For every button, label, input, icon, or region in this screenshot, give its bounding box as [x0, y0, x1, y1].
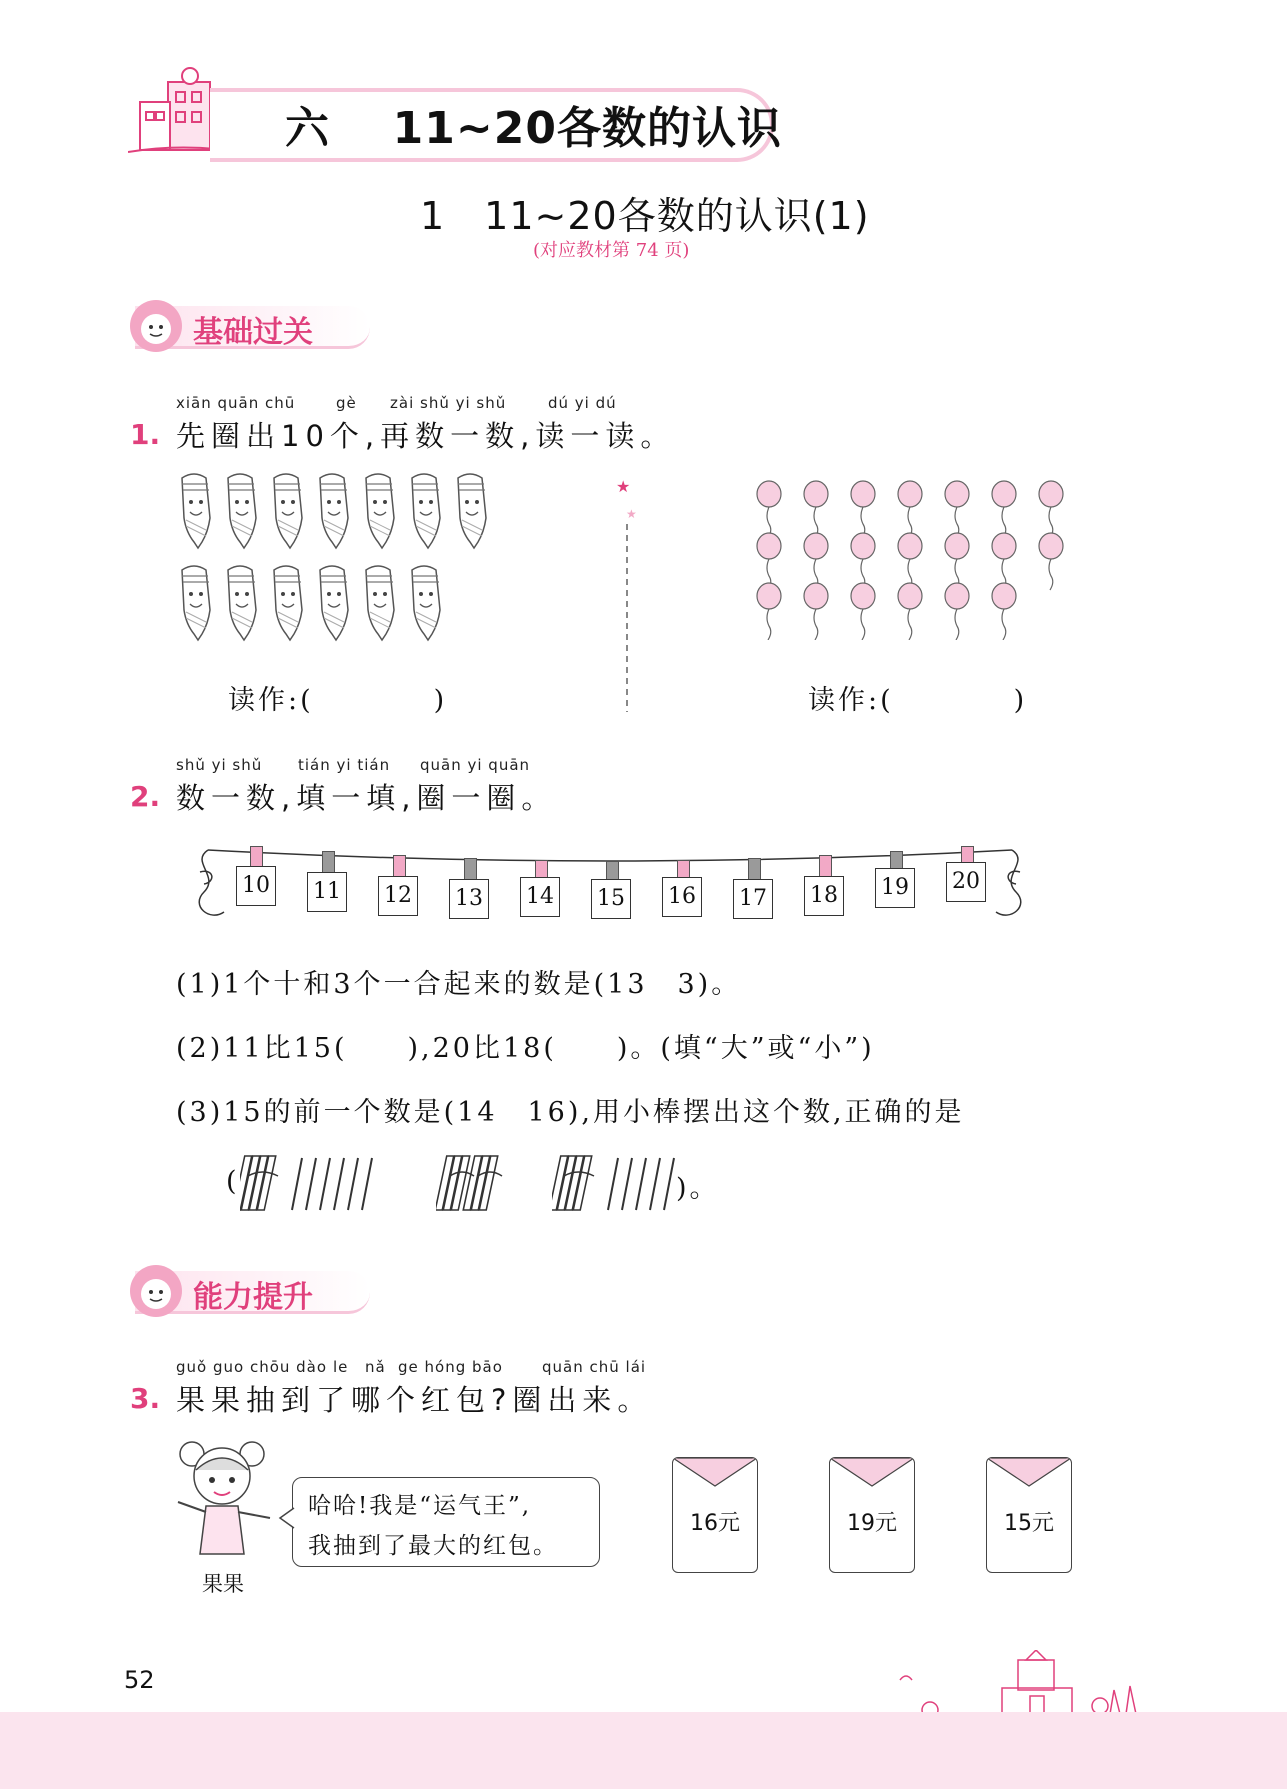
q2-number: 2.: [130, 780, 161, 813]
stick-option-3[interactable]: [552, 1150, 682, 1216]
red-envelope-16[interactable]: [672, 1457, 758, 1573]
q3-pinyin-4: ge hóng bāo: [398, 1358, 503, 1376]
q2-sub-3[interactable]: (3)15的前一个数是(14 16),用小棒摆出这个数,正确的是: [176, 1097, 965, 1128]
svg-text:★: ★: [626, 507, 637, 521]
q3-text: 果果抽到了哪个红包?圈出来。: [176, 1383, 653, 1417]
number-card-13[interactable]: 13: [449, 879, 489, 919]
q1-pinyin-1: xiān quān chū: [176, 394, 296, 412]
dashed-divider: [612, 478, 642, 714]
pencil-group: [176, 470, 506, 650]
q1-read-label-right[interactable]: 读作:( ): [808, 685, 1028, 716]
number-card-19[interactable]: 19: [875, 868, 915, 908]
girl-face-icon: [128, 298, 184, 354]
envelope-amount: 15元: [1004, 1511, 1054, 1536]
sticks-open-paren: (: [226, 1166, 240, 1197]
number-card-11[interactable]: 11: [307, 872, 347, 912]
card-clip: [464, 858, 477, 880]
envelope-amount: 19元: [847, 1511, 897, 1536]
q1-number: 1.: [130, 418, 161, 451]
girl-character-icon: [170, 1436, 280, 1566]
envelope-flap: [987, 1458, 1071, 1494]
number-card-16[interactable]: 16: [662, 877, 702, 917]
card-clip: [393, 855, 406, 877]
speech-line-2: 我抽到了最大的红包。: [308, 1533, 558, 1559]
speech-line-1: 哈哈!我是“运气王”,: [308, 1493, 532, 1519]
balloon-group: [755, 480, 1075, 640]
number-card-17[interactable]: 17: [733, 879, 773, 919]
envelope-flap: [673, 1458, 757, 1494]
number-card-18[interactable]: 18: [804, 876, 844, 916]
q1-read-label-left[interactable]: 读作:( ): [228, 685, 448, 716]
stick-option-2[interactable]: [436, 1150, 516, 1216]
q2-sub-1[interactable]: (1)1个十和3个一合起来的数是(13 3)。: [176, 969, 742, 1000]
section-label-basic: 基础过关: [193, 315, 313, 350]
number-card-10[interactable]: 10: [236, 866, 276, 906]
castle-decoration-icon: [890, 1650, 1170, 1720]
card-clip: [819, 855, 832, 877]
q2-pinyin-3: quān yi quān: [420, 756, 531, 774]
red-envelope-19[interactable]: [829, 1457, 915, 1573]
q1-text: 先圈出10个,再数一数,读一读。: [176, 419, 676, 453]
q3-pinyin-1: guǒ guo chōu dào: [176, 1358, 328, 1376]
red-envelope-15[interactable]: [986, 1457, 1072, 1573]
q1-pinyin-4: dú yi dú: [548, 394, 617, 412]
speech-bubble-tail: [278, 1506, 296, 1530]
q1-pinyin-2: gè: [336, 394, 357, 412]
boy-face-icon: [128, 1263, 184, 1319]
lesson-reference: (对应教材第 74 页): [533, 240, 690, 261]
stick-option-1[interactable]: [240, 1150, 406, 1216]
q2-text: 数一数,填一填,圈一圈。: [176, 781, 557, 815]
chapter-number: 六: [285, 103, 330, 154]
number-card-20[interactable]: 20: [946, 862, 986, 902]
envelope-amount: 16元: [690, 1511, 740, 1536]
chapter-title-text: 11~20各数的认识: [392, 103, 782, 154]
character-name: 果果: [202, 1572, 244, 1596]
card-clip: [250, 846, 263, 868]
number-card-15[interactable]: 15: [591, 879, 631, 919]
q2-sub-2[interactable]: (2)11比15( ),20比18( )。(填“大”或“小”): [176, 1033, 875, 1064]
q3-pinyin-2: le: [333, 1358, 349, 1376]
footer-band: [0, 1712, 1287, 1789]
sticks-close-paren: )。: [676, 1173, 720, 1204]
card-clip: [748, 858, 761, 880]
chapter-title: [285, 92, 782, 156]
q3-pinyin-3: nǎ: [365, 1358, 386, 1376]
q2-pinyin-1: shǔ yi shǔ: [176, 756, 263, 774]
number-card-14[interactable]: 14: [520, 877, 560, 917]
lesson-title: 1 11~20各数的认识(1): [420, 194, 870, 238]
q2-pinyin-2: tián yi tián: [298, 756, 391, 774]
number-card-12[interactable]: 12: [378, 876, 418, 916]
svg-text:★: ★: [616, 478, 631, 496]
q3-number: 3.: [130, 1382, 161, 1415]
q3-pinyin-5: quān chū lái: [542, 1358, 647, 1376]
page-number: 52: [124, 1666, 155, 1694]
q1-pinyin-3: zài shǔ yi shǔ: [390, 394, 507, 412]
card-clip: [322, 851, 335, 873]
envelope-flap: [830, 1458, 914, 1494]
section-label-advanced: 能力提升: [193, 1280, 313, 1315]
